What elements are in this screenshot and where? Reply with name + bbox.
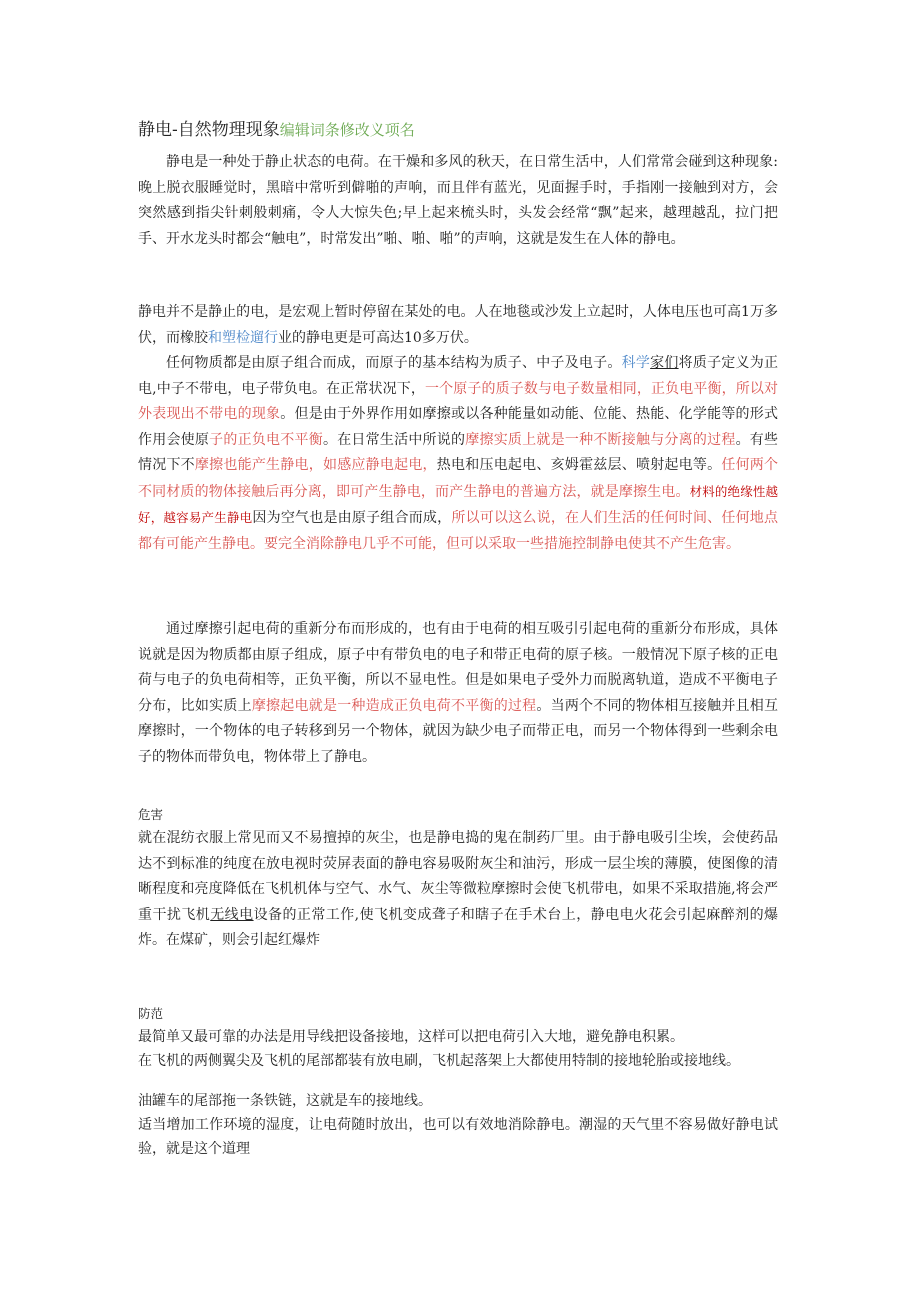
prevent-line-1: 最简单又最可靠的办法是用导线把设备接地，这样可以把电荷引入大地，避免静电积累。 xyxy=(138,1029,684,1045)
page-title xyxy=(138,118,798,142)
paragraph-mechanism xyxy=(138,617,778,770)
harm-c: 设备的正常工作,使飞机变成聋子和瞎子在手术台上，静电电火花会引起麻醉剂的爆炸。在煤矿，则会引起红爆炸 xyxy=(138,906,779,948)
title-main: 静电-自然物理现象 xyxy=(138,120,280,140)
p4-c: 。当两个不同的物体相互接触并且相互摩擦时，一个物体的电子转移到另一个物体，就因为缺少电子而带正电，而另一个物体得到一些剩余电子的物体而带负电，物体带上了静电。 xyxy=(138,697,779,765)
p3-s12: 热电和压电起电、亥姆霍兹层、喷射起电等。 xyxy=(436,457,722,473)
heading-prevent: 防范 xyxy=(138,1006,164,1021)
p3-s16: 所以可以这么说，在人们生活的任何时间、任何地点都有可能产生静电。要完全消除静电几乎不可能，但可以采取一些措施控制静电使其不产生危害。 xyxy=(138,510,778,552)
p3-s11: 摩擦也能产生静电，如感应静电起电， xyxy=(194,457,437,473)
p3-s10: 。有些情况下不 xyxy=(138,431,779,473)
p3-s13: 任何两个不同材质的物体接触后再分离，即可产生静电，而产生静电的普遍方法，就是摩擦生电。 xyxy=(138,457,779,500)
p3-s14: 材料的绝缘性越好，越容易产生静电 xyxy=(138,483,778,525)
p3-s15: 因为空气也是由原子组合而成， xyxy=(252,510,452,526)
edit-entry-link[interactable]: 编辑词条修改义项名 xyxy=(279,121,415,139)
p3-s8: 。在日常生活中所说的 xyxy=(322,431,466,448)
p4-b: 摩擦起电就是一种造成正负电荷不平衡的过程 xyxy=(251,697,537,714)
p4-a: 通过摩擦引起电荷的重新分布而形成的，也有由于电荷的相互吸引引起电荷的重新分布形成，具体说就是因为物质都由原子组成，原子中有带负电的电子和带正电荷的原子核。一般情况下原子核的正电荷与电子的负电荷相等，正负平衡，所以不显电性。但是如果电子受外力而脱离轨道，造成不平衡电子分布，比如实质上 xyxy=(138,621,778,714)
paragraph-harm xyxy=(138,826,778,954)
paragraph-intro: 静电是一种处于静止状态的电荷。在干燥和多风的秋天，在日常生活中，人们常常会碰到这种现象:晚上脱衣服睡觉时，黑暗中常听到僻啪的声响，而且伴有蓝光，见面握手时，手指刚一接触到对方，会突然感到指尖针刺般刺痛，令人大惊失色;早上起来梳头时，头发会经常“飘”起来，越理越乱，拉门把手、开水龙头时都会“触电”，时常发出”啪、啪、啪”的声响，这就是发生在人体的静电。 xyxy=(138,154,778,247)
link-science[interactable]: 科学 xyxy=(621,355,651,371)
p2-link[interactable]: 和塑检遛行 xyxy=(208,329,278,346)
p3-s1: 任何物质都是由原子组合而成，而原子的基本结构为质子、中子及电子。 xyxy=(166,355,622,371)
paragraph-definition xyxy=(138,300,778,351)
p3-s5: 一个原子的质子数与电子数量相同，正负电平衡，所以对外表现出不带电的现象 xyxy=(138,380,779,422)
p2-text-a: 静电并不是静止的电，是宏观上暂时停留在某处的电。人在地毯或沙发上立起时，人体电压也可高1万多伏，而橡胶 xyxy=(138,304,778,346)
link-radio[interactable]: 无线电 xyxy=(210,906,254,923)
p3-s9: 摩擦实质上就是一种不断接触与分离的过程 xyxy=(465,431,736,448)
prevent-line-3: 油罐车的尾部拖一条铁链，这就是车的接地线。 xyxy=(138,1093,432,1109)
harm-a: 就在混纺衣服上常见而又不易擅掉的灰尘，也是静电捣的鬼在制药厂里。由于静电吸引尘埃，会使药品达不到标准的纯度在放电视时荧屏表面的静电容易吸附灰尘和油污，形成一层尘埃的薄膜，使图像的清晰程度和亮度降低在飞机机体与空气、水气、灰尘等微粒摩擦时会使飞机带电，如果不采取措施,将会严重干扰飞机 xyxy=(138,830,778,923)
p3-s4: 将质子定义为正电,中子不带电，电子带负电。在正常状况下， xyxy=(138,355,779,397)
p2-text-c: 业的静电更是可高达10多万伏。 xyxy=(278,329,478,346)
heading-harm: 危害 xyxy=(138,807,164,822)
link-scientists[interactable]: 家们 xyxy=(650,355,679,371)
paragraph-atomic xyxy=(138,351,778,557)
prevent-line-4: 适当增加工作环境的湿度，让电荷随时放出，也可以有效地消除静电。潮湿的天气里不容易做好静电试验，就是这个道理 xyxy=(138,1117,778,1157)
p3-s6: 。但是由于外界作用如摩擦或以各种能量如动能、位能、热能、化学能等的形式作用会使原 xyxy=(138,406,779,448)
p3-s7: 子的正负电不平衡 xyxy=(209,431,323,448)
prevent-line-2: 在飞机的两侧翼尖及飞机的尾部都装有放电刷，飞机起落架上大都使用特制的接地轮胎或接地线。 xyxy=(138,1053,740,1069)
